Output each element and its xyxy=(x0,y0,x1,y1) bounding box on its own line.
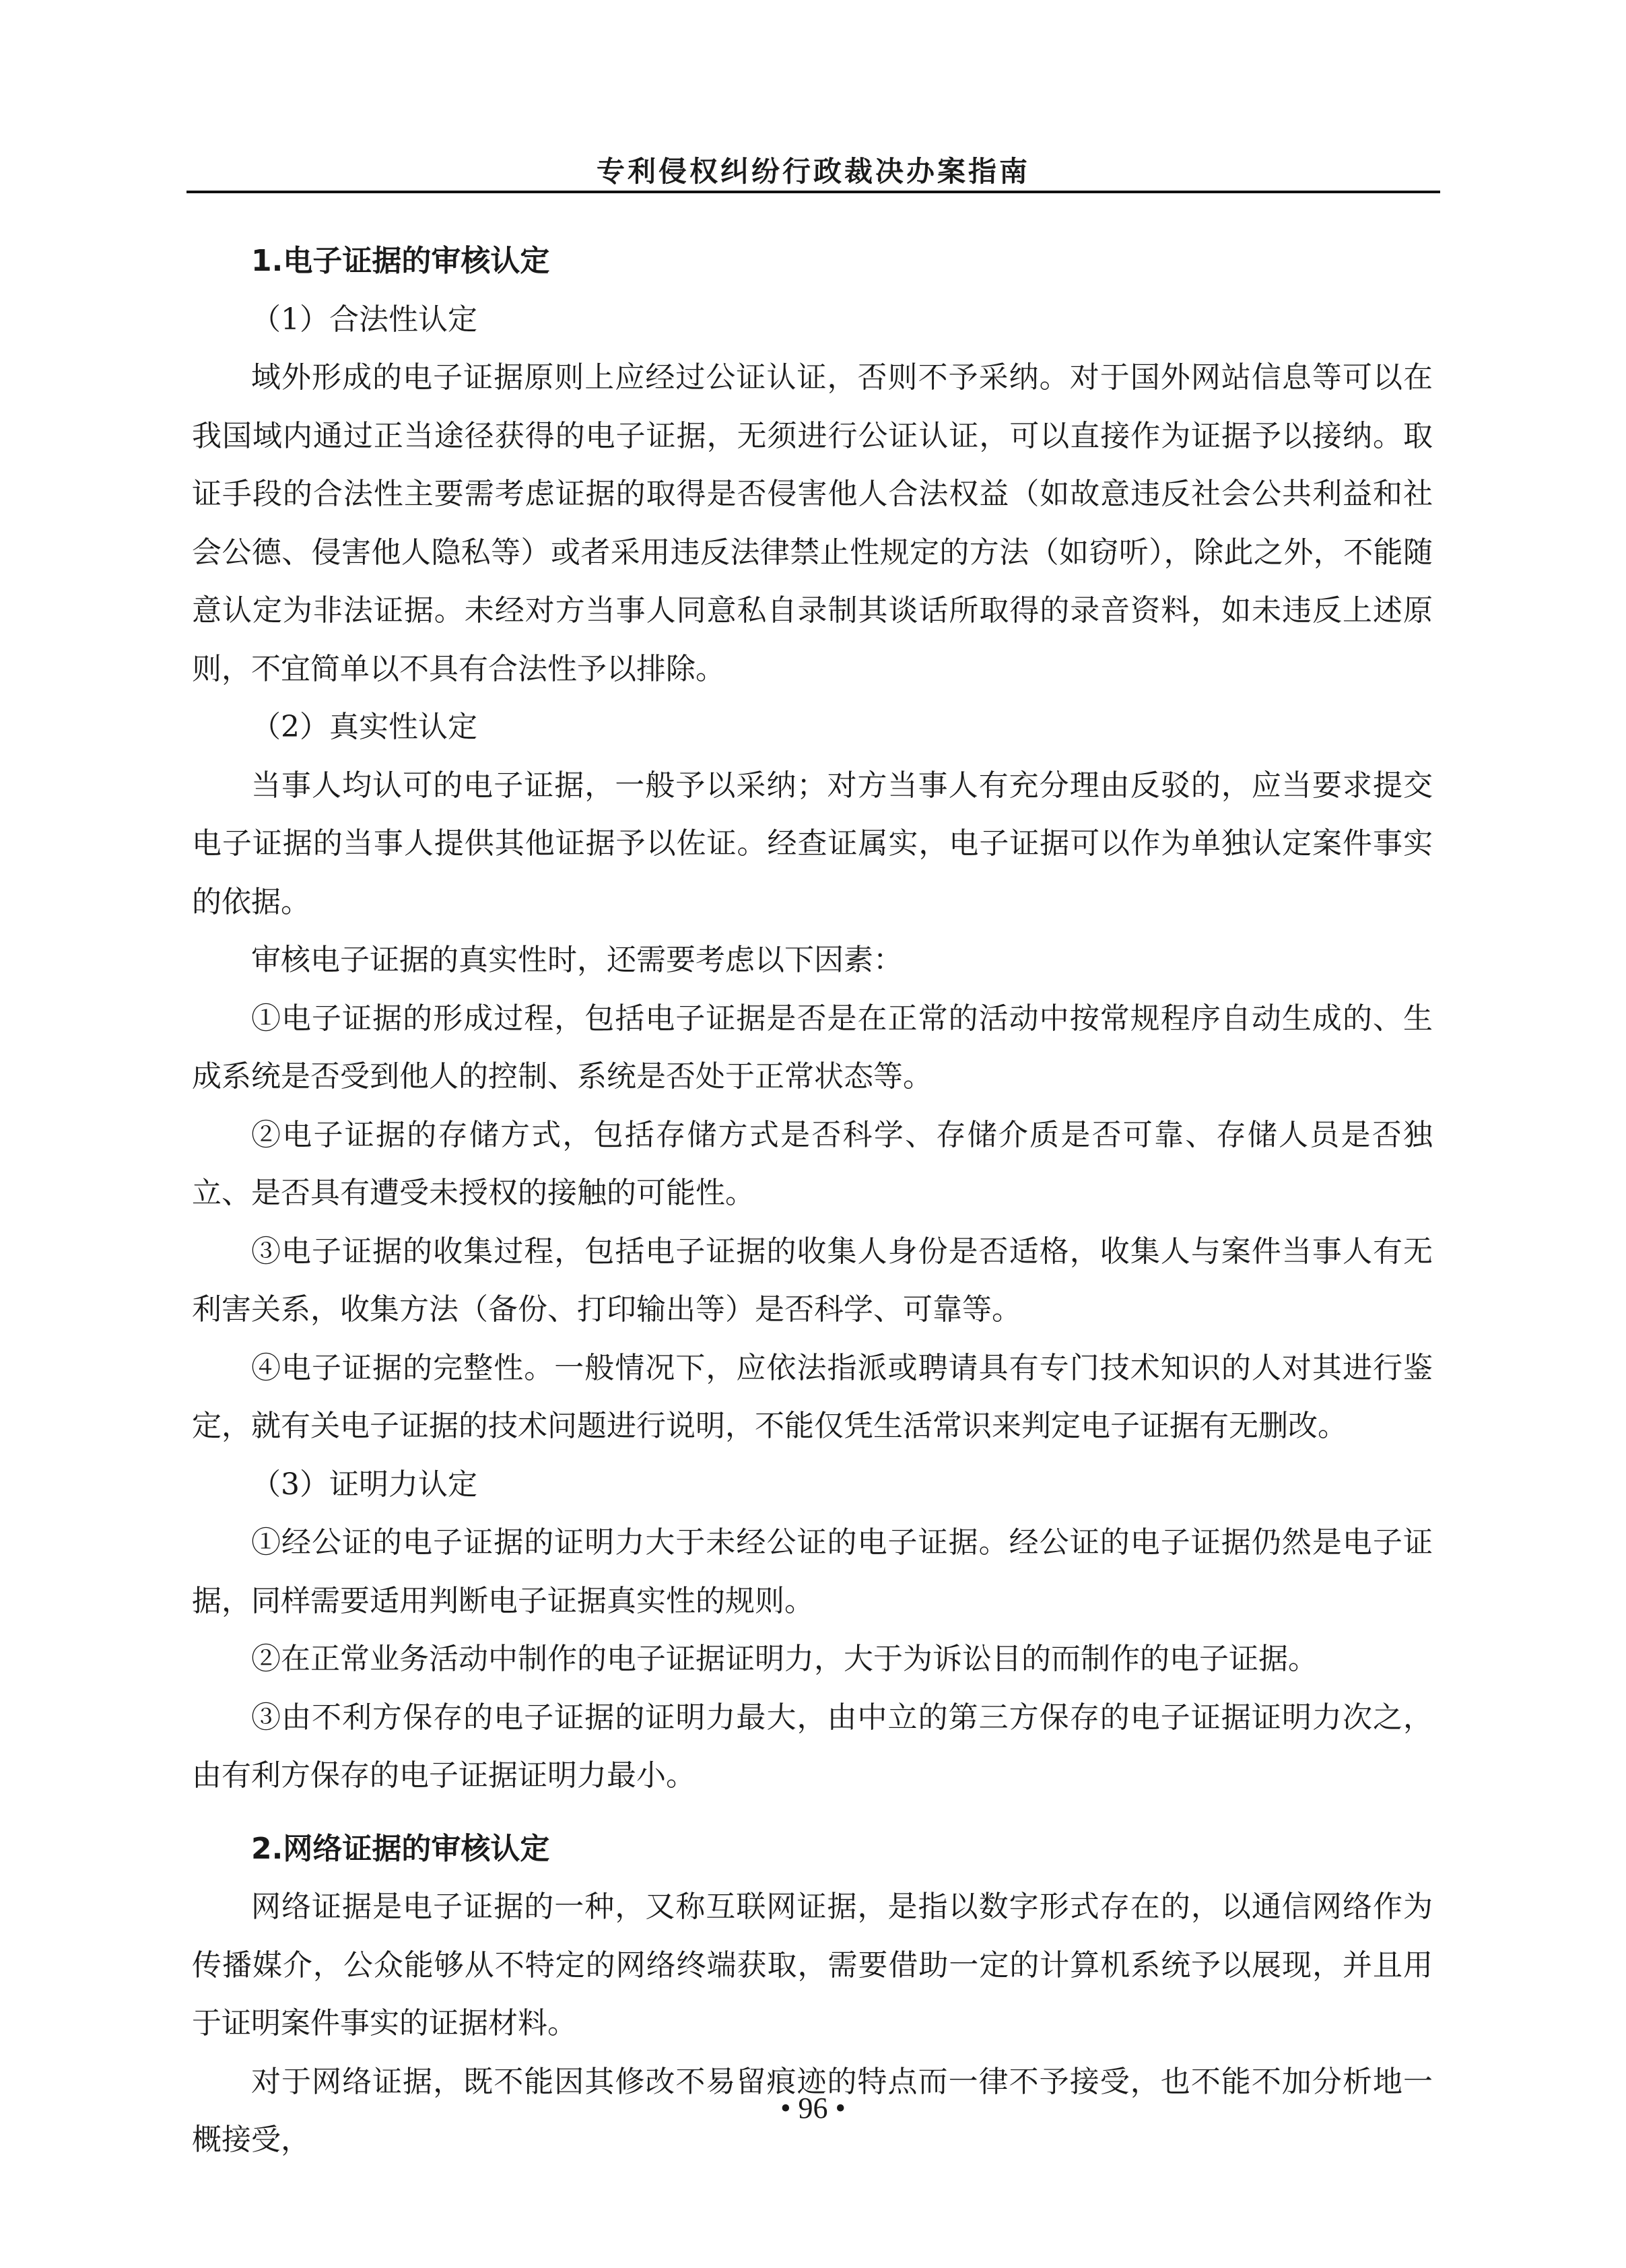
list-item-notarized-evidence: ①经公证的电子证据的证明力大于未经公证的电子证据。经公证的电子证据仍然是电子证据，同样需要适用判断电子证据真实性的规则。 xyxy=(192,1525,1433,1618)
paragraph-network-definition: 网络证据是电子证据的一种，又称互联网证据，是指以数字形式存在的，以通信网络作为传播媒介，公众能够从不特定的网络终端获取，需要借助一定的计算机系统予以展现，并且用于证明案件事实的证据材料。 xyxy=(192,1890,1433,2040)
paragraph-authenticity-2: 审核电子证据的真实性时，还需要考虑以下因素： xyxy=(251,943,903,977)
section-heading-electronic-evidence: 1.电子证据的审核认定 xyxy=(251,244,550,278)
paragraph-legality: 域外形成的电子证据原则上应经过公证认证，否则不予采纳。对于国外网站信息等可以在我国域内通过正当途径获得的电子证据，无须进行公证认证，可以直接作为证据予以接纳。取证手段的合法性主要需考虑证据的取得是否侵害他人合法权益（如故意违反社会公共利益和社会公德、侵害他人隐私等）或者采用违反法律禁止性规定的方法（如窃听），除此之外，不能随意认定为非法证据。未经对方当事人同意私自录制其谈话所取得的录音资料，如未违反上述原则，不宜简单以不具有合法性予以排除。 xyxy=(192,360,1433,686)
list-item-business-evidence: ②在正常业务活动中制作的电子证据证明力，大于为诉讼目的而制作的电子证据。 xyxy=(251,1642,1318,1676)
subsection-title-probative-force: （3）证明力认定 xyxy=(251,1467,477,1502)
section-heading-network-evidence: 2.网络证据的审核认定 xyxy=(251,1831,550,1866)
list-item-custody-evidence: ③由不利方保存的电子证据的证明力最大，由中立的第三方保存的电子证据证明力次之，由有利方保存的电子证据证明力最小。 xyxy=(192,1700,1433,1793)
page-number: • 96 • xyxy=(780,2092,846,2125)
list-item-integrity: ④电子证据的完整性。一般情况下，应依法指派或聘请具有专门技术知识的人对其进行鉴定，就有关电子证据的技术问题进行说明，不能仅凭生活常识来判定电子证据有无删改。 xyxy=(192,1350,1433,1443)
running-header-title: 专利侵权纠纷行政裁决办案指南 xyxy=(596,155,1030,188)
header-rule xyxy=(187,191,1440,193)
subsection-title-legality: （1）合法性认定 xyxy=(251,302,477,337)
paragraph-network-acceptance: 对于网络证据，既不能因其修改不易留痕迹的特点而一律不予接受，也不能不加分析地一概接受， xyxy=(192,2064,1433,2157)
list-item-collection-process: ③电子证据的收集过程，包括电子证据的收集人身份是否适格，收集人与案件当事人有无利害关系，收集方法（备份、打印输出等）是否科学、可靠等。 xyxy=(192,1234,1433,1327)
list-item-storage-method: ②电子证据的存储方式，包括存储方式是否科学、存储介质是否可靠、存储人员是否独立、是否具有遭受未授权的接触的可能性。 xyxy=(192,1117,1433,1210)
paragraph-authenticity-1: 当事人均认可的电子证据，一般予以采纳；对方当事人有充分理由反驳的，应当要求提交电子证据的当事人提供其他证据予以佐证。经查证属实，电子证据可以作为单独认定案件事实的依据。 xyxy=(192,768,1433,919)
subsection-title-authenticity: （2）真实性认定 xyxy=(251,710,477,744)
page-body xyxy=(192,232,1433,2170)
list-item-formation-process: ①电子证据的形成过程，包括电子证据是否是在正常的活动中按常规程序自动生成的、生成系统是否受到他人的控制、系统是否处于正常状态等。 xyxy=(192,1001,1433,1094)
